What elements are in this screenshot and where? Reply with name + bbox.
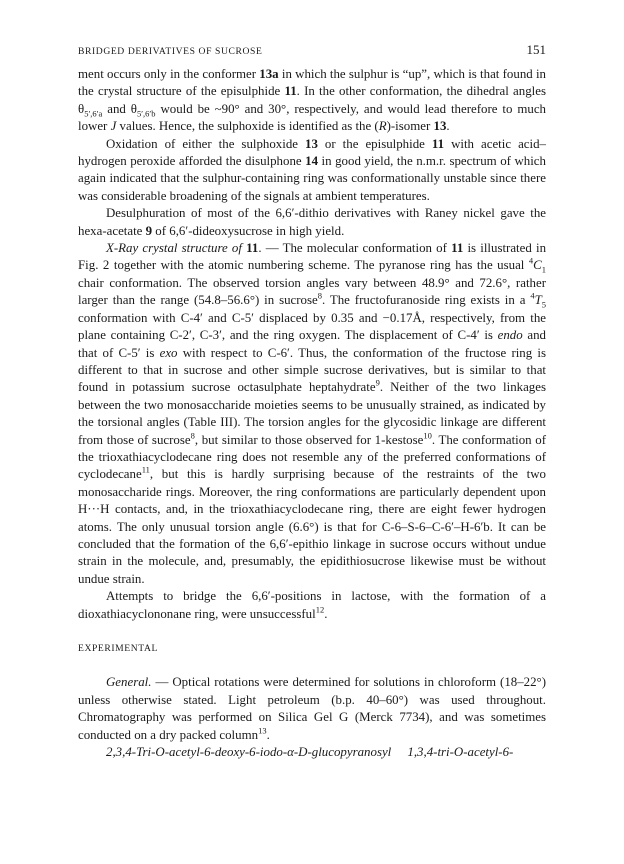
paragraph-xray-structure	[78, 240, 546, 588]
text-run: Attempts to bridge the 6,6′-positions in lactose, with the formation of a dioxathiacyclononane ring, were unsuccessful	[78, 589, 546, 621]
citation: 12	[315, 604, 325, 615]
text-run: with respect to C-6′. Thus, the conformation of the fructose ring is different to that in sucrose and other simple sucrose derivatives, but is similar to that found in potassium sucrose octasulphate heptahydrate	[78, 345, 546, 395]
text-run: of 6,6′-dideoxysucrose in high yield.	[152, 223, 345, 238]
subscript: 5′,6′a	[84, 108, 103, 119]
italic-term: exo	[159, 345, 178, 360]
compound-ref: 11	[284, 84, 297, 99]
citation: 8	[317, 290, 322, 301]
text-run: is illustrated in Fig. 2 together with the atomic numbering scheme. The pyranose ring has the usual	[78, 241, 547, 273]
text-run: ment occurs only in the conformer	[78, 67, 260, 81]
text-run: values. Hence, the sulphoxide is identified as the (	[116, 119, 379, 134]
compound-ref: 13	[433, 119, 447, 134]
section-heading-experimental: EXPERIMENTAL	[78, 643, 158, 654]
subscript: 5	[541, 299, 546, 310]
text-run: , but similar to those observed for 1-kestose	[194, 432, 424, 447]
italic-term: endo	[497, 328, 523, 343]
text-run: .	[446, 119, 450, 134]
superscript: 4	[528, 256, 534, 267]
superscript: 4	[530, 290, 535, 301]
compound-ref: 14	[305, 154, 319, 169]
text-run: would be ~90° and 30°, respectively, and would lead therefore to much lower	[78, 101, 546, 134]
compound-ref: 9	[145, 223, 153, 238]
text-run: in which the sulphur is “up”, which is that found in the crystal structure of the episulphide	[78, 67, 546, 99]
text-run: . The fructofuranoside ring exists in a	[321, 293, 531, 308]
running-head: BRIDGED DERIVATIVES OF SUCROSE	[78, 46, 263, 57]
text-run: and that of C-5′ is	[78, 328, 546, 360]
citation: 13	[258, 725, 267, 736]
paragraph-desulphuration	[78, 205, 546, 240]
text-run: . The conformation of the trioxathiacyclodecane ring does not resemble any of the preferred conformations of cyclodecane	[78, 432, 547, 482]
compound-name: 2,3,4-Tri-O-acetyl-6-deoxy-6-iodo-α-D-glucopyranosyl 1,3,4-tri-O-acetyl-6-	[106, 745, 514, 760]
compound-ref: 11	[451, 241, 464, 256]
citation: 10	[423, 430, 432, 441]
page-header	[78, 42, 546, 60]
paragraph-sulphoxide-conformation	[78, 66, 546, 136]
text-run: — Optical rotations were determined for solutions in chloroform (18–22°) unless otherwise stated. Light petroleum (b.p. 40–60°) was used throughout. Chromatography was performed on Silica Gel G (Merck 7734), and was sometimes conducted on a dry packed column	[78, 675, 546, 742]
compound-ref: 13	[305, 136, 318, 151]
text-run: in good yield, the n.m.r. spectrum of which again indicated that the sulphur-containing ring was conformationally unstable since there was considerable broadening of the signals at ambient temperatures.	[78, 154, 546, 203]
text-run: with acetic acid–hydrogen peroxide afforded the disulphone	[78, 136, 546, 169]
compound-ref: 11	[246, 241, 259, 256]
paragraph-general-methods	[78, 674, 546, 744]
compound-ref: 13a	[259, 67, 279, 81]
citation: 11	[141, 465, 150, 476]
text-run: and θ	[102, 101, 137, 116]
paragraph-lactose-bridge	[78, 588, 546, 623]
compound-ref: 11	[431, 136, 445, 151]
text-run: Desulphuration of most of the 6,6′-dithio derivatives with Raney nickel gave the hexa-acetate	[78, 206, 546, 238]
text-run: Oxidation of either the sulphoxide	[106, 136, 306, 151]
run-in-heading: General.	[106, 675, 152, 690]
subscript: 1	[541, 265, 546, 276]
text-run: )-isomer	[386, 119, 434, 134]
page-number: 151	[526, 42, 546, 57]
text-run: or the episulphide	[317, 136, 432, 151]
run-in-heading: X-Ray crystal structure of	[106, 241, 247, 256]
citation: 9	[375, 378, 380, 389]
text-run: chair conformation. The observed torsion angles vary between 48.9° and 72.6°, rather larger than the range (54.8–56.6°) in sucrose	[78, 275, 546, 308]
text-run: . — The molecular conformation of	[258, 241, 452, 256]
body-text	[78, 66, 546, 761]
paragraph-oxidation	[78, 136, 546, 206]
text-run: .	[324, 606, 328, 621]
conformation-symbol: C	[533, 258, 542, 273]
paragraph-compound-heading	[78, 744, 546, 761]
variable: J	[110, 119, 117, 134]
text-run: conformation with C-4′ and C-5′ displaced by 0.35 and −0.17Å, respectively, from the plane containing C-2′, C-3′, and the ring oxygen. The displacement of C-4′ is	[78, 310, 546, 343]
variable: R	[378, 119, 387, 134]
subscript: 5′,6′b	[136, 108, 156, 119]
conformation-symbol: T	[534, 293, 542, 308]
text-run: , but this is hardly surprising because of the restraints of the two monosaccharide rings. Moreover, the ring conformations are particularly dependent upon H···H contacts, and, in the trioxathiacyclodecane ring, there are eight fewer hydrogen atoms. The only unusual torsion angle (6.6°) is that for C-6–S-6–C-6′–H-6′b. It can be concluded that the formation of the 6,6′-epithio linkage in sucrose occurs without undue strain in the molecule, and, presumably, the epidithiosucrose likewise must be without undue strain.	[78, 467, 546, 586]
text-run: . In the other conformation, the dihedral angles θ	[78, 84, 546, 116]
text-run: . Neither of the two linkages between the two monosaccharide moieties seems to be unusually strained, as indicated by the torsional angles (Table III). The torsion angles for the glycosidic linkage are different from those of sucrose	[78, 380, 546, 447]
text-run: .	[266, 727, 270, 742]
citation: 8	[190, 430, 195, 441]
